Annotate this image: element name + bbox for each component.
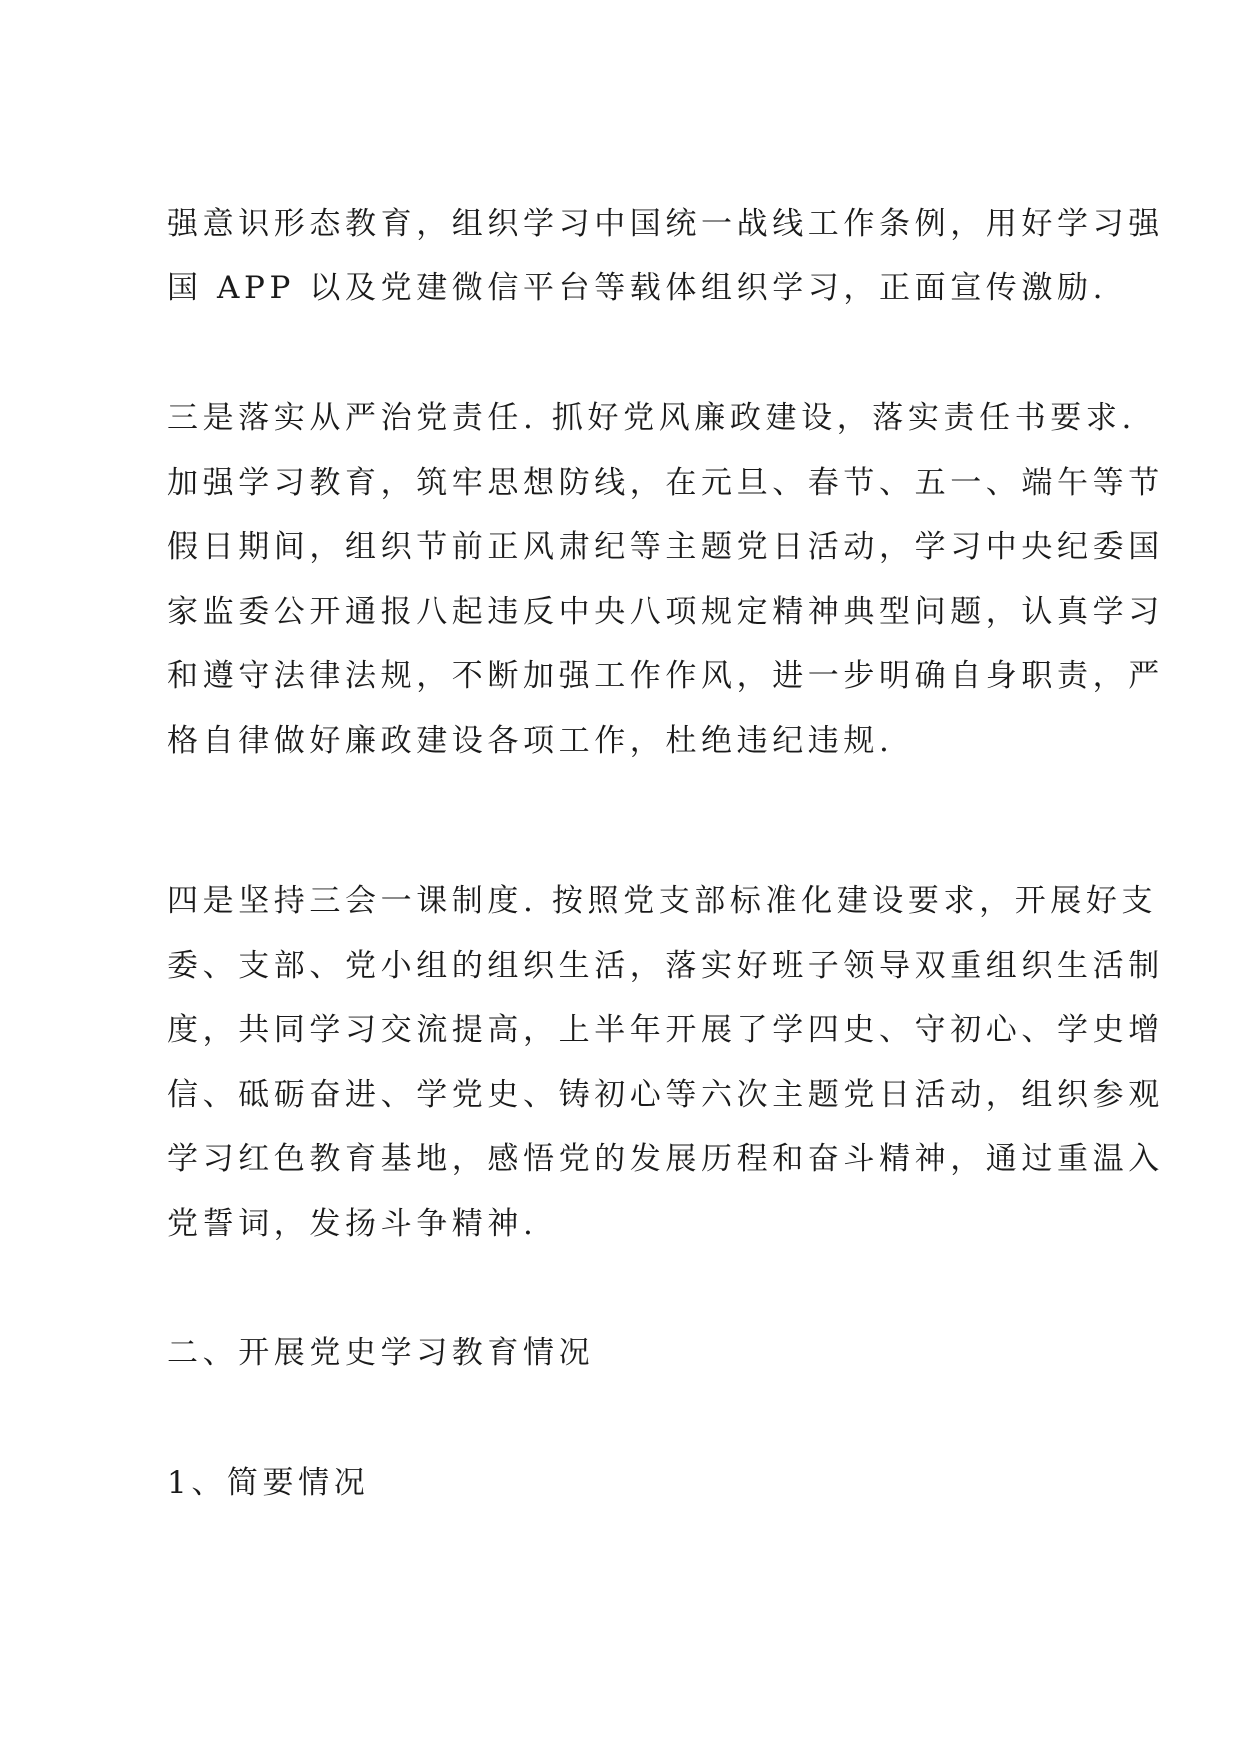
text-line: 信、砥砺奋进、学党史、铸初心等六次主题党日活动，组织参观 xyxy=(167,1077,1164,1113)
text-line: 家监委公开通报八起违反中央八项规定精神典型问题，认真学习 xyxy=(167,594,1164,630)
text-line: 和遵守法律法规，不断加强工作作风，进一步明确自身职责，严 xyxy=(167,658,1164,694)
text-line: 加强学习教育，筑牢思想防线，在元旦、春节、五一、端午等节 xyxy=(167,465,1164,501)
text-line: 学习红色教育基地，感悟党的发展历程和奋斗精神，通过重温入 xyxy=(167,1141,1164,1177)
section-two-heading: 二、开展党史学习教育情况 xyxy=(167,1335,595,1371)
text-line: 四是坚持三会一课制度. 按照党支部标准化建设要求，开展好支 xyxy=(167,883,1158,919)
subsection-one-heading: 1、简要情况 xyxy=(167,1465,370,1501)
text-line: 国 APP 以及党建微信平台等载体组织学习，正面宣传激励. xyxy=(167,270,1108,306)
text-line: 党誓词，发扬斗争精神. xyxy=(167,1206,538,1242)
text-line: 委、支部、党小组的组织生活，落实好班子领导双重组织生活制 xyxy=(167,948,1164,984)
text-line: 度，共同学习交流提高，上半年开展了学四史、守初心、学史增 xyxy=(167,1012,1164,1048)
text-line: 三是落实从严治党责任. 抓好党风廉政建设，落实责任书要求. xyxy=(167,400,1136,436)
text-line: 格自律做好廉政建设各项工作，杜绝违纪违规. xyxy=(167,723,894,759)
text-line: 强意识形态教育，组织学习中国统一战线工作条例，用好学习强 xyxy=(167,206,1164,242)
text-line: 假日期间，组织节前正风肃纪等主题党日活动，学习中央纪委国 xyxy=(167,529,1164,565)
